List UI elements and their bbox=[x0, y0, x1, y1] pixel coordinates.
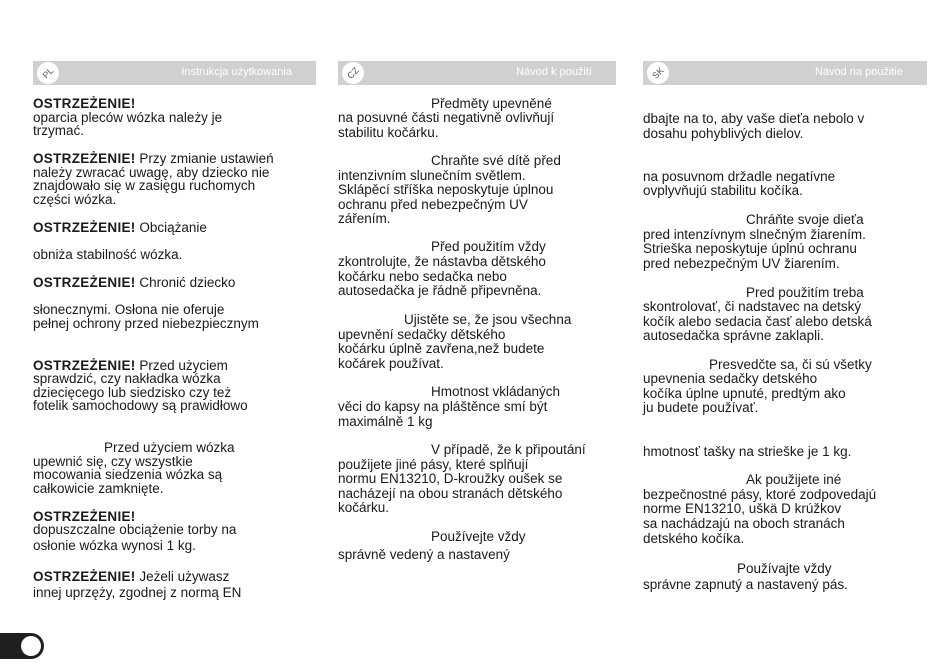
text-line: sprawdzić, czy nakładka wózka bbox=[33, 371, 221, 386]
language-badge-sk: SK bbox=[642, 57, 673, 88]
text-line: dopuszczalne obciążenie torby na bbox=[33, 522, 237, 537]
text-line: na posuvnom držadle negatívne bbox=[643, 169, 836, 184]
text-line: kočárku nebo sedačka nebo bbox=[338, 269, 507, 284]
text-line: dosahu pohyblivých dielov. bbox=[643, 126, 804, 141]
warning-text: OSTRZEŻENIE! bbox=[33, 509, 136, 524]
language-badge-pl: PL bbox=[32, 57, 63, 88]
header-title-sk: Návod na použitie bbox=[814, 66, 903, 78]
text-line: Používajte vždy bbox=[737, 561, 832, 576]
warning-text: OSTRZEŻENIE! Obciążanie bbox=[33, 220, 207, 235]
text-line: upevnenia sedačky detského bbox=[643, 371, 818, 386]
text-line: kočárek používat. bbox=[338, 356, 444, 371]
text-line: Sklápěcí stříška neposkytuje úplnou bbox=[338, 182, 554, 197]
text-line: należy zwracać uwagę, aby dziecko nie bbox=[33, 165, 270, 180]
text-line: Chraňte své dítě před bbox=[431, 153, 561, 168]
text-line: kočárku. bbox=[338, 500, 390, 515]
warning-text: OSTRZEŻENIE! Przy zmianie ustawień bbox=[33, 151, 274, 166]
text-line: Przed użyciem wózka bbox=[104, 440, 235, 455]
text-line: upewnić się, czy wszystkie bbox=[33, 454, 193, 469]
text-line: słonecznymi. Osłona nie oferuje bbox=[33, 302, 225, 317]
text-line: Ujistěte se, že jsou všechna bbox=[404, 312, 572, 327]
text-line: stabilitu kočárku. bbox=[338, 125, 439, 140]
text-line: Ak použijete iné bbox=[746, 472, 842, 487]
text-line: trzymać. bbox=[33, 123, 85, 138]
text-line: sa nachádzajú na oboch stranách bbox=[643, 516, 845, 531]
text-line: norme EN13210, uškä D krúžkov bbox=[643, 501, 842, 516]
text-line: Před použitím vždy bbox=[431, 239, 546, 254]
text-line: zářením. bbox=[338, 211, 391, 226]
text-line: skontrolovať, či nadstavec na detský bbox=[643, 299, 862, 314]
text-line: innej uprzęży, zgodnej z normą EN bbox=[33, 585, 242, 600]
header-title-pl: Instrukcja użytkowania bbox=[181, 66, 292, 78]
text-line: autosedačka je řádně připevněna. bbox=[338, 283, 542, 298]
text-line: Pred použitím treba bbox=[746, 285, 864, 300]
text-line: hmotnosť tašky na strieške je 1 kg. bbox=[643, 444, 852, 459]
text-line: dbajte na to, aby vaše dieťa nebolo v bbox=[643, 111, 865, 126]
text-line: ovplyvňujú stabilitu kočíka. bbox=[643, 183, 803, 198]
text-line: części wózka. bbox=[33, 192, 117, 207]
text-line: pełnej ochrony przed niebezpiecznym bbox=[33, 316, 259, 331]
text-line: całkowicie zamknięte. bbox=[33, 481, 164, 496]
text-line: Presvedčte sa, či sú všetky bbox=[709, 357, 872, 372]
text-line: Strieška neposkytuje úplnú ochranu bbox=[643, 241, 857, 256]
text-line: Používejte vždy bbox=[431, 529, 526, 544]
text-line: zkontrolujte, že nástavba dětského bbox=[338, 254, 546, 269]
text-line: obniża stabilność wózka. bbox=[33, 247, 183, 262]
text-line: znajdowało się w zasięgu ruchomych bbox=[33, 178, 256, 193]
text-line: správně vedený a nastavený bbox=[338, 547, 510, 562]
header-bar-pl bbox=[33, 61, 316, 85]
text-line: maximálně 1 kg bbox=[338, 414, 433, 429]
text-line: správne zapnutý a nastavený pás. bbox=[643, 577, 848, 592]
text-line: kočíka úplne upnuté, predtým ako bbox=[643, 386, 846, 401]
warning-text: OSTRZEŻENIE! Chronić dziecko bbox=[33, 275, 236, 290]
text-line: autosedačka správne zaklapli. bbox=[643, 328, 824, 343]
warning-text: OSTRZEŻENIE! Jeżeli używasz bbox=[33, 569, 230, 584]
text-line: kočík alebo sedacia časť alebo detská bbox=[643, 314, 872, 329]
text-line: použijete jiné pásy, které splňují bbox=[338, 457, 529, 472]
text-line: Hmotnost vkládaných bbox=[431, 384, 561, 399]
text-line: pred nebezpečným UV žiarením. bbox=[643, 256, 840, 271]
text-line: oparcia pleców wózka należy je bbox=[33, 110, 223, 125]
warning-text: OSTRZEŻENIE! bbox=[33, 96, 136, 111]
header-title-cz: Návod k použití bbox=[516, 66, 592, 78]
text-line: věci do kapsy na pláštěnce smí být bbox=[338, 399, 548, 414]
warning-text: OSTRZEŻENIE! Przed użyciem bbox=[33, 358, 228, 373]
text-line: Chráňte svoje dieťa bbox=[746, 212, 864, 227]
page-marker-circle bbox=[21, 636, 41, 656]
text-line: na posuvné části negativně ovlivňují bbox=[338, 110, 555, 125]
text-line: intenzivním slunečním světlem. bbox=[338, 168, 526, 183]
text-line: normu EN13210, D-kroužky oušek se bbox=[338, 471, 563, 486]
text-line: ochranu před nebezpečným UV bbox=[338, 197, 528, 212]
text-line: osłonie wózka wynosi 1 kg. bbox=[33, 538, 196, 553]
page-corner-marker bbox=[0, 633, 44, 659]
text-line: ju budete používať. bbox=[643, 400, 759, 415]
text-line: pred intenzívnym slnečným žiarením. bbox=[643, 227, 866, 242]
text-line: mocowania siedzenia wózka są bbox=[33, 467, 223, 482]
text-line: kočárku úplně zavřena,než budete bbox=[338, 341, 545, 356]
text-line: nacházejí na obou stranách dětského bbox=[338, 486, 563, 501]
text-line: bezpečnostné pásy, ktoré zodpovedajú bbox=[643, 487, 877, 502]
text-line: fotelik samochodowy są prawidłowo bbox=[33, 398, 248, 413]
language-badge-cz: CZ bbox=[337, 57, 368, 88]
text-line: upevnění sedačky dětského bbox=[338, 327, 506, 342]
text-line: detského kočíka. bbox=[643, 531, 745, 546]
text-line: dziecięcego lub siedzisko czy też bbox=[33, 385, 232, 400]
text-line: Předměty upevněné bbox=[431, 96, 552, 111]
text-line: V případě, že k připoutání bbox=[431, 442, 586, 457]
header-bar-sk bbox=[643, 61, 927, 85]
header-bar-cz bbox=[338, 61, 616, 85]
